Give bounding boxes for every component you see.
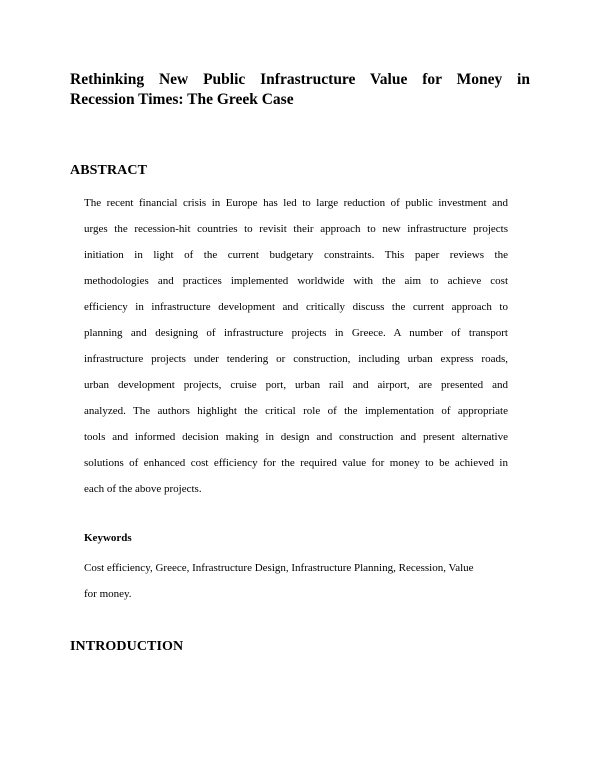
abstract-line: efficiency in infrastructure development and critically discuss the current approach to (84, 301, 508, 313)
abstract-line: analyzed. The authors highlight the critical role of the implementation of appropriate (84, 405, 508, 417)
abstract-heading: ABSTRACT (70, 163, 148, 178)
abstract-line: tools and informed decision making in design and construction and present alternative (84, 431, 508, 443)
abstract-line: infrastructure projects under tendering or construction, including urban express roads, (84, 353, 508, 365)
paper-title (70, 70, 530, 110)
abstract-line: The recent financial crisis in Europe has led to large reduction of public investment and (84, 197, 508, 209)
abstract-line: urges the recession-hit countries to revisit their approach to new infrastructure projects (84, 223, 508, 235)
keywords-line: for money. (84, 588, 132, 600)
keywords-heading: Keywords (84, 532, 132, 544)
abstract-line: urban development projects, cruise port, urban rail and airport, are presented and (84, 379, 508, 391)
abstract-line: solutions of enhanced cost efficiency for the required value for money to be achieved in (84, 457, 508, 469)
abstract-line: methodologies and practices implemented worldwide with the aim to achieve cost (84, 275, 508, 287)
keywords-body (84, 555, 508, 607)
abstract-line: planning and designing of infrastructure projects in Greece. A number of transport (84, 327, 508, 339)
abstract-line: each of the above projects. (84, 483, 202, 495)
introduction-heading: INTRODUCTION (70, 639, 184, 654)
title-line-2: Recession Times: The Greek Case (70, 91, 294, 108)
abstract-body (84, 190, 508, 502)
keywords-line: Cost efficiency, Greece, Infrastructure Design, Infrastructure Planning, Recession, Value (84, 562, 474, 574)
abstract-line: initiation in light of the current budgetary constraints. This paper reviews the (84, 249, 508, 261)
title-line-1: Rethinking New Public Infrastructure Value for Money in (70, 71, 530, 88)
